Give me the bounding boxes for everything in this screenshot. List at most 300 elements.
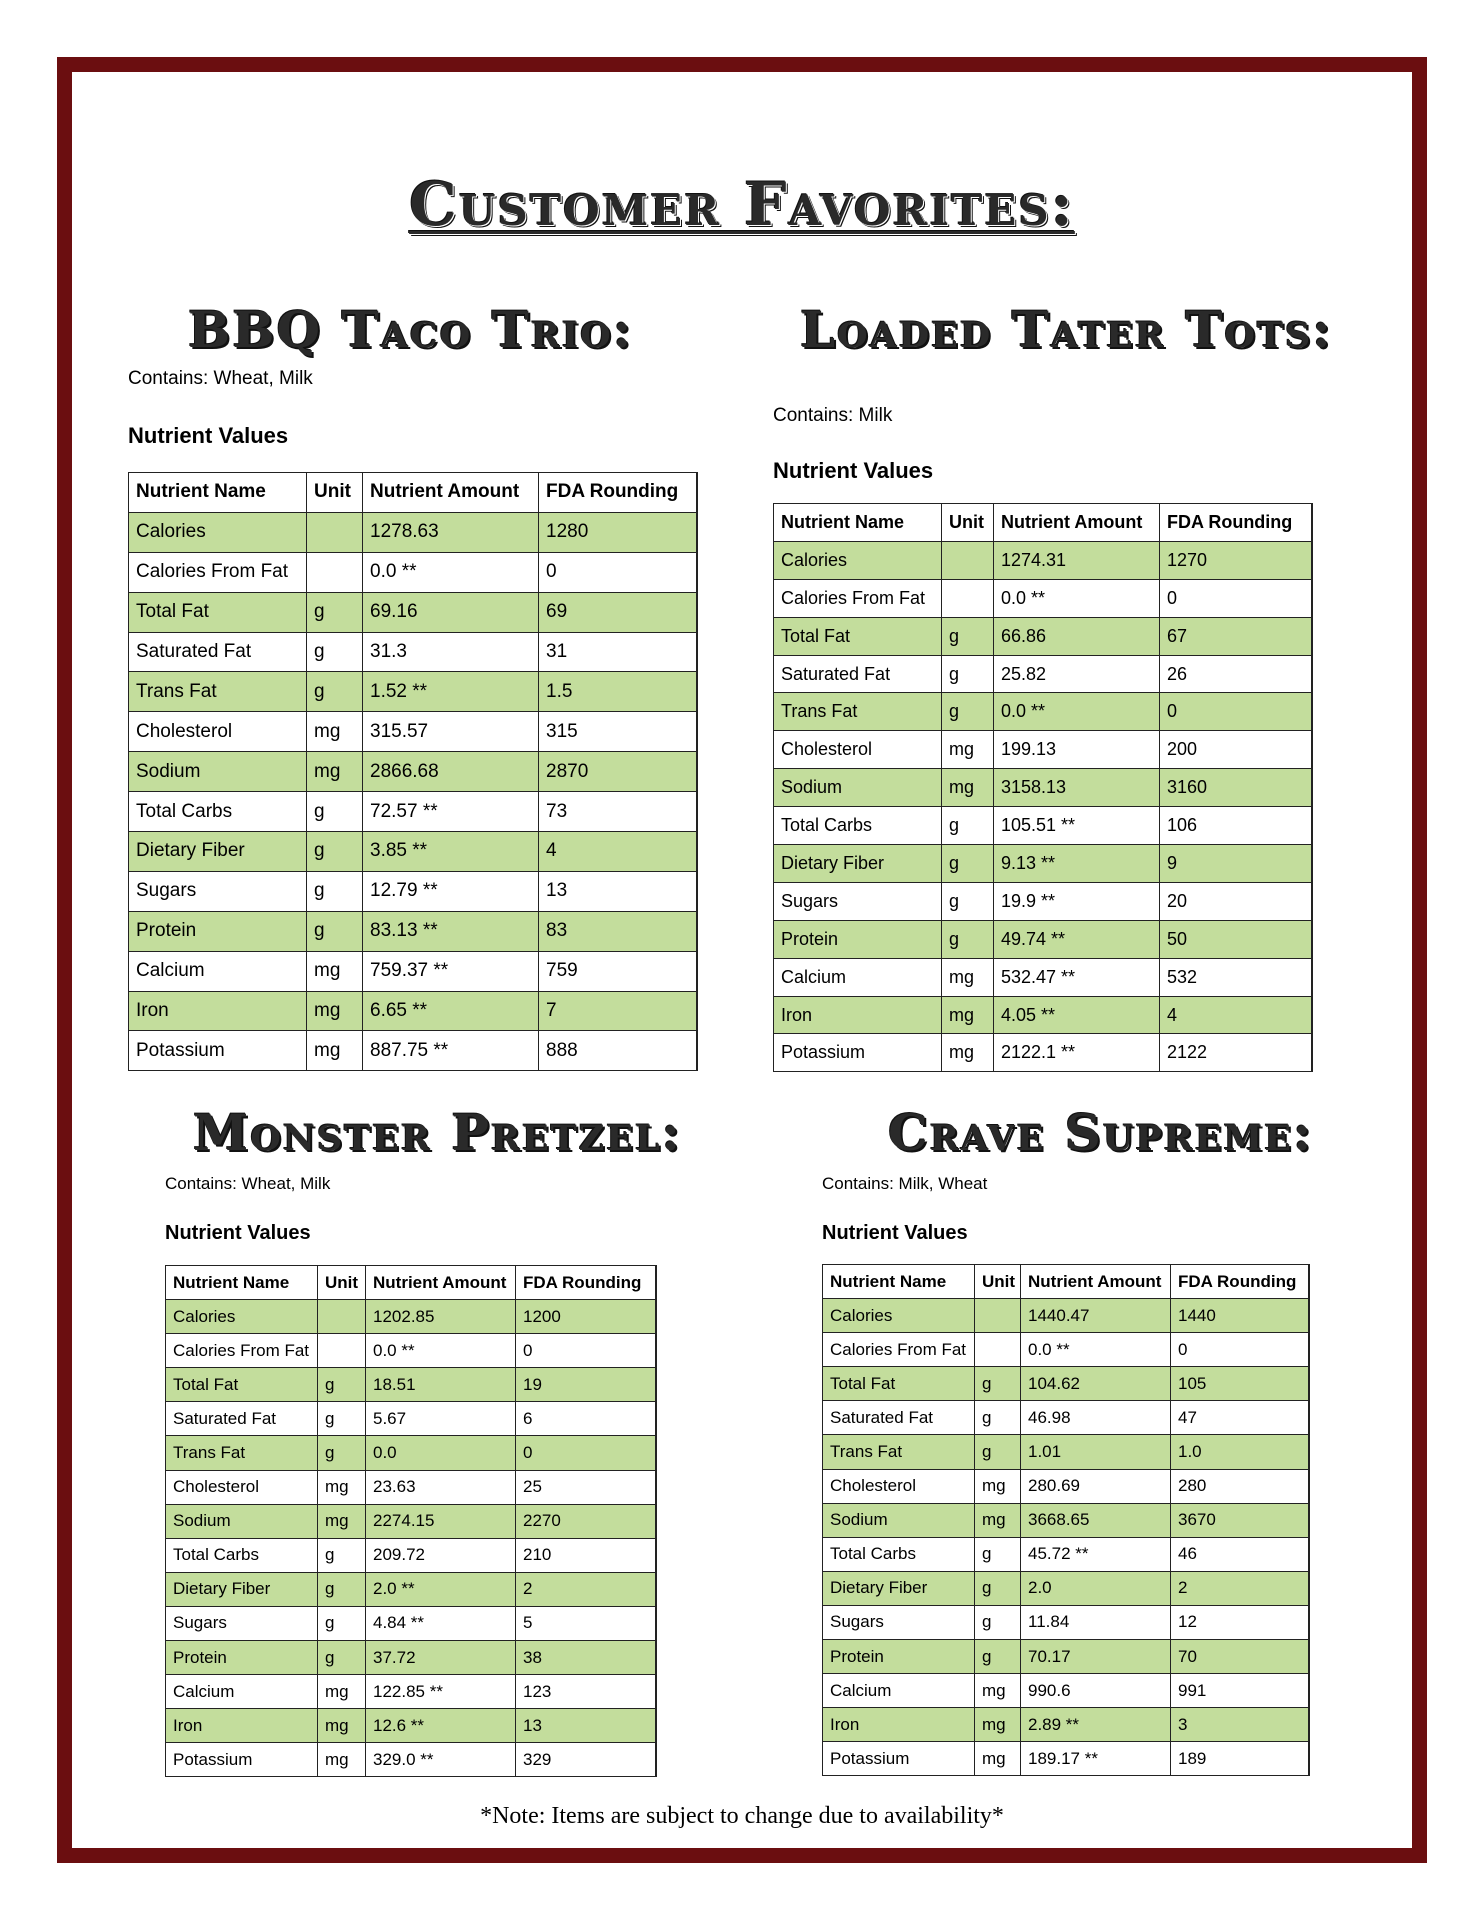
column-header: Nutrient Amount [363,473,539,513]
table-row [129,712,697,752]
unit-cell: mg [318,1709,366,1743]
nutrient-amount-cell: 329.0 ** [366,1743,516,1777]
table-row [129,792,697,832]
fda-rounding-cell: 2270 [516,1504,656,1538]
nutrient-amount-cell: 2274.15 [366,1504,516,1538]
nutrient-amount-cell: 104.62 [1021,1367,1171,1401]
fda-rounding-cell: 1.0 [1171,1435,1309,1469]
fda-rounding-cell: 4 [1160,996,1312,1034]
fda-rounding-cell: 1200 [516,1300,656,1334]
table-row [129,1031,697,1071]
fda-rounding-cell: 315 [539,712,697,752]
nutrient-name-cell: Protein [774,920,942,958]
table-row [823,1333,1309,1367]
table-row [129,832,697,872]
nutrient-name-cell: Protein [129,911,307,951]
fda-rounding-cell: 210 [516,1538,656,1572]
nutrient-name-cell: Sugars [823,1605,975,1639]
nutrient-amount-cell: 72.57 ** [363,792,539,832]
table-row [823,1367,1309,1401]
section-title-loaded-tater-tots: Loaded Tater Tots: [800,300,1333,359]
nutrient-name-cell: Saturated Fat [774,655,942,693]
nutrient-values-heading: Nutrient Values [128,423,289,448]
nutrient-amount-cell: 37.72 [366,1641,516,1675]
nutrient-name-cell: Potassium [166,1743,318,1777]
unit-cell: g [942,920,994,958]
column-header: Nutrient Name [129,473,307,513]
nutrient-name-cell: Sugars [166,1606,318,1640]
column-header: Nutrient Amount [994,504,1160,542]
nutrient-amount-cell: 4.05 ** [994,996,1160,1034]
unit-cell: g [307,871,363,911]
section-title-bbq-taco-trio: BBQ Taco Trio: [188,300,634,359]
table-row [129,512,697,552]
nutrient-name-cell: Trans Fat [166,1436,318,1470]
nutrient-name-cell: Sodium [129,752,307,792]
unit-cell: mg [307,951,363,991]
section-title-crave-supreme: Crave Supreme: [888,1103,1314,1162]
nutrient-amount-cell: 0.0 ** [994,579,1160,617]
unit-cell [307,552,363,592]
fda-rounding-cell: 25 [516,1470,656,1504]
nutrient-amount-cell: 0.0 ** [994,693,1160,731]
nutrient-amount-cell: 23.63 [366,1470,516,1504]
nutrient-name-cell: Calcium [774,958,942,996]
table-row [129,991,697,1031]
nutrient-table-monster-pretzel [165,1265,657,1777]
nutrient-name-cell: Total Carbs [823,1537,975,1571]
unit-cell: g [307,911,363,951]
nutrient-amount-cell: 0.0 ** [1021,1333,1171,1367]
fda-rounding-cell: 38 [516,1641,656,1675]
column-header: Unit [942,504,994,542]
table-row [166,1402,656,1436]
nutrient-amount-cell: 122.85 ** [366,1675,516,1709]
column-header: Nutrient Name [823,1265,975,1299]
fda-rounding-cell: 9 [1160,845,1312,883]
fda-rounding-cell: 13 [516,1709,656,1743]
nutrient-table-bbq-taco-trio [128,472,698,1071]
nutrient-amount-cell: 759.37 ** [363,951,539,991]
fda-rounding-cell: 123 [516,1675,656,1709]
nutrient-name-cell: Calories [823,1299,975,1333]
nutrient-values-heading: Nutrient Values [165,1222,311,1244]
table-header-row [166,1266,656,1300]
nutrient-name-cell: Potassium [129,1031,307,1071]
nutrient-name-cell: Sodium [774,769,942,807]
nutrient-name-cell: Protein [166,1641,318,1675]
table-row [774,996,1312,1034]
unit-cell: g [307,632,363,672]
nutrient-name-cell: Total Carbs [129,792,307,832]
nutrient-name-cell: Saturated Fat [129,632,307,672]
unit-cell: g [942,693,994,731]
table-row [823,1605,1309,1639]
nutrient-amount-cell: 1440.47 [1021,1299,1171,1333]
unit-cell: mg [318,1470,366,1504]
nutrient-name-cell: Iron [129,991,307,1031]
nutrient-amount-cell: 315.57 [363,712,539,752]
nutrient-name-cell: Sugars [774,882,942,920]
fda-rounding-cell: 3160 [1160,769,1312,807]
nutrient-values-heading: Nutrient Values [822,1222,968,1244]
nutrient-amount-cell: 49.74 ** [994,920,1160,958]
nutrient-name-cell: Sodium [823,1503,975,1537]
nutrient-amount-cell: 19.9 ** [994,882,1160,920]
unit-cell: mg [318,1743,366,1777]
unit-cell [942,579,994,617]
nutrient-name-cell: Trans Fat [774,693,942,731]
availability-note: *Note: Items are subject to change due to availability* [480,1803,1004,1829]
nutrient-name-cell: Calcium [166,1675,318,1709]
nutrient-amount-cell: 1274.31 [994,541,1160,579]
nutrient-amount-cell: 4.84 ** [366,1606,516,1640]
table-row [129,672,697,712]
nutrient-amount-cell: 1278.63 [363,512,539,552]
nutrient-name-cell: Calories From Fat [129,552,307,592]
fda-rounding-cell: 1.5 [539,672,697,712]
fda-rounding-cell: 2122 [1160,1034,1312,1072]
unit-cell: g [942,845,994,883]
fda-rounding-cell: 1280 [539,512,697,552]
unit-cell: mg [975,1469,1021,1503]
fda-rounding-cell: 1440 [1171,1299,1309,1333]
column-header: Unit [307,473,363,513]
fda-rounding-cell: 2 [516,1572,656,1606]
table-row [166,1641,656,1675]
nutrient-name-cell: Iron [774,996,942,1034]
nutrient-amount-cell: 2866.68 [363,752,539,792]
column-header: FDA Rounding [516,1266,656,1300]
nutrient-amount-cell: 887.75 ** [363,1031,539,1071]
fda-rounding-cell: 0 [1160,579,1312,617]
table-row [774,655,1312,693]
nutrient-amount-cell: 532.47 ** [994,958,1160,996]
fda-rounding-cell: 5 [516,1606,656,1640]
table-row [823,1640,1309,1674]
nutrient-amount-cell: 990.6 [1021,1674,1171,1708]
fda-rounding-cell: 0 [516,1334,656,1368]
fda-rounding-cell: 3670 [1171,1503,1309,1537]
fda-rounding-cell: 69 [539,592,697,632]
unit-cell [318,1300,366,1334]
nutrient-amount-cell: 3.85 ** [363,832,539,872]
table-row [774,920,1312,958]
fda-rounding-cell: 4 [539,832,697,872]
table-row [774,807,1312,845]
nutrient-name-cell: Potassium [774,1034,942,1072]
nutrient-table-crave-supreme [822,1264,1310,1776]
table-row [774,1034,1312,1072]
allergens-crave-supreme: Contains: Milk, Wheat [822,1174,988,1193]
fda-rounding-cell: 7 [539,991,697,1031]
nutrient-amount-cell: 1202.85 [366,1300,516,1334]
nutrient-amount-cell: 2.89 ** [1021,1708,1171,1742]
fda-rounding-cell: 50 [1160,920,1312,958]
table-row [166,1436,656,1470]
nutrient-name-cell: Cholesterol [129,712,307,752]
unit-cell: g [942,655,994,693]
fda-rounding-cell: 46 [1171,1537,1309,1571]
unit-cell: mg [307,752,363,792]
table-row [129,592,697,632]
nutrient-name-cell: Dietary Fiber [166,1572,318,1606]
nutrient-name-cell: Cholesterol [823,1469,975,1503]
nutrient-amount-cell: 2.0 [1021,1571,1171,1605]
nutrient-name-cell: Dietary Fiber [774,845,942,883]
unit-cell: mg [942,731,994,769]
nutrient-name-cell: Trans Fat [823,1435,975,1469]
fda-rounding-cell: 0 [1171,1333,1309,1367]
nutrient-amount-cell: 280.69 [1021,1469,1171,1503]
fda-rounding-cell: 329 [516,1743,656,1777]
unit-cell: g [975,1367,1021,1401]
table-row [823,1537,1309,1571]
nutrient-name-cell: Potassium [823,1742,975,1776]
unit-cell: g [318,1368,366,1402]
table-row [166,1709,656,1743]
unit-cell: g [942,617,994,655]
table-row [166,1470,656,1504]
fda-rounding-cell: 83 [539,911,697,951]
page-title: Customer Favorites: [409,170,1075,240]
nutrient-name-cell: Saturated Fat [166,1402,318,1436]
nutrient-amount-cell: 70.17 [1021,1640,1171,1674]
nutrient-values-heading: Nutrient Values [773,458,934,483]
table-row [129,951,697,991]
nutrient-name-cell: Cholesterol [774,731,942,769]
column-header: FDA Rounding [539,473,697,513]
table-row [166,1675,656,1709]
nutrient-name-cell: Calories [129,512,307,552]
fda-rounding-cell: 20 [1160,882,1312,920]
nutrient-name-cell: Total Fat [166,1368,318,1402]
nutrient-name-cell: Iron [823,1708,975,1742]
unit-cell [975,1333,1021,1367]
unit-cell: g [318,1538,366,1572]
table-row [823,1708,1309,1742]
fda-rounding-cell: 19 [516,1368,656,1402]
unit-cell: mg [975,1742,1021,1776]
nutrient-amount-cell: 209.72 [366,1538,516,1572]
nutrient-amount-cell: 5.67 [366,1402,516,1436]
nutrient-amount-cell: 9.13 ** [994,845,1160,883]
table-row [774,541,1312,579]
unit-cell: g [318,1641,366,1675]
unit-cell [942,541,994,579]
nutrient-name-cell: Dietary Fiber [129,832,307,872]
unit-cell: g [307,792,363,832]
unit-cell: mg [975,1503,1021,1537]
nutrient-name-cell: Total Fat [129,592,307,632]
unit-cell: g [307,592,363,632]
table-row [129,911,697,951]
nutrient-name-cell: Calories From Fat [823,1333,975,1367]
nutrient-name-cell: Calcium [823,1674,975,1708]
fda-rounding-cell: 189 [1171,1742,1309,1776]
fda-rounding-cell: 200 [1160,731,1312,769]
unit-cell: mg [318,1675,366,1709]
table-row [166,1538,656,1572]
table-row [823,1674,1309,1708]
unit-cell: g [318,1436,366,1470]
table-row [166,1300,656,1334]
column-header: Nutrient Amount [1021,1265,1171,1299]
fda-rounding-cell: 26 [1160,655,1312,693]
unit-cell: g [975,1537,1021,1571]
nutrient-table-loaded-tater-tots [773,503,1313,1072]
column-header: Nutrient Name [166,1266,318,1300]
table-header-row [823,1265,1309,1299]
nutrient-amount-cell: 12.6 ** [366,1709,516,1743]
nutrient-name-cell: Calcium [129,951,307,991]
table-row [129,552,697,592]
unit-cell [975,1299,1021,1333]
unit-cell: mg [975,1674,1021,1708]
unit-cell: mg [307,991,363,1031]
unit-cell [318,1334,366,1368]
fda-rounding-cell: 67 [1160,617,1312,655]
unit-cell: g [318,1572,366,1606]
unit-cell: g [975,1605,1021,1639]
fda-rounding-cell: 105 [1171,1367,1309,1401]
allergens-monster-pretzel: Contains: Wheat, Milk [165,1174,331,1193]
nutrient-name-cell: Calories [166,1300,318,1334]
fda-rounding-cell: 47 [1171,1401,1309,1435]
table-row [823,1435,1309,1469]
table-row [774,845,1312,883]
table-row [774,882,1312,920]
unit-cell: g [307,832,363,872]
table-row [823,1401,1309,1435]
table-row [823,1742,1309,1776]
nutrient-amount-cell: 6.65 ** [363,991,539,1031]
fda-rounding-cell: 13 [539,871,697,911]
nutrient-amount-cell: 1.52 ** [363,672,539,712]
unit-cell: mg [942,769,994,807]
column-header: Nutrient Name [774,504,942,542]
fda-rounding-cell: 70 [1171,1640,1309,1674]
table-row [166,1606,656,1640]
nutrient-name-cell: Calories From Fat [166,1334,318,1368]
nutrient-amount-cell: 12.79 ** [363,871,539,911]
fda-rounding-cell: 991 [1171,1674,1309,1708]
nutrient-name-cell: Sugars [129,871,307,911]
nutrient-name-cell: Total Fat [823,1367,975,1401]
unit-cell: mg [942,958,994,996]
unit-cell: mg [307,1031,363,1071]
table-row [774,693,1312,731]
unit-cell: g [942,807,994,845]
table-row [129,632,697,672]
fda-rounding-cell: 6 [516,1402,656,1436]
fda-rounding-cell: 0 [1160,693,1312,731]
column-header: Nutrient Amount [366,1266,516,1300]
fda-rounding-cell: 759 [539,951,697,991]
nutrient-name-cell: Total Carbs [774,807,942,845]
table-row [166,1504,656,1538]
fda-rounding-cell: 532 [1160,958,1312,996]
nutrient-amount-cell: 0.0 [366,1436,516,1470]
nutrient-amount-cell: 31.3 [363,632,539,672]
nutrient-amount-cell: 66.86 [994,617,1160,655]
nutrient-amount-cell: 69.16 [363,592,539,632]
table-header-row [129,473,697,513]
nutrient-amount-cell: 0.0 ** [366,1334,516,1368]
unit-cell: g [975,1401,1021,1435]
nutrient-amount-cell: 3158.13 [994,769,1160,807]
unit-cell: g [975,1640,1021,1674]
table-row [823,1299,1309,1333]
allergens-bbq-taco-trio: Contains: Wheat, Milk [128,368,313,389]
fda-rounding-cell: 2 [1171,1571,1309,1605]
nutrient-amount-cell: 105.51 ** [994,807,1160,845]
fda-rounding-cell: 888 [539,1031,697,1071]
nutrient-name-cell: Protein [823,1640,975,1674]
section-title-monster-pretzel: Monster Pretzel: [193,1103,683,1162]
table-row [823,1571,1309,1605]
unit-cell: g [318,1402,366,1436]
table-row [774,579,1312,617]
fda-rounding-cell: 3 [1171,1708,1309,1742]
nutrient-amount-cell: 3668.65 [1021,1503,1171,1537]
unit-cell: g [975,1435,1021,1469]
fda-rounding-cell: 106 [1160,807,1312,845]
column-header: Unit [318,1266,366,1300]
nutrient-name-cell: Saturated Fat [823,1401,975,1435]
table-header-row [774,504,1312,542]
nutrient-amount-cell: 189.17 ** [1021,1742,1171,1776]
nutrient-amount-cell: 1.01 [1021,1435,1171,1469]
nutrient-name-cell: Calories From Fat [774,579,942,617]
nutrient-amount-cell: 0.0 ** [363,552,539,592]
table-row [774,617,1312,655]
fda-rounding-cell: 73 [539,792,697,832]
nutrient-name-cell: Total Carbs [166,1538,318,1572]
nutrient-name-cell: Total Fat [774,617,942,655]
nutrient-amount-cell: 2122.1 ** [994,1034,1160,1072]
fda-rounding-cell: 280 [1171,1469,1309,1503]
nutrient-name-cell: Trans Fat [129,672,307,712]
nutrient-name-cell: Calories [774,541,942,579]
table-row [166,1572,656,1606]
fda-rounding-cell: 0 [516,1436,656,1470]
unit-cell: mg [942,996,994,1034]
table-row [166,1743,656,1777]
fda-rounding-cell: 31 [539,632,697,672]
column-header: Unit [975,1265,1021,1299]
nutrient-name-cell: Cholesterol [166,1470,318,1504]
table-row [774,731,1312,769]
nutrient-amount-cell: 45.72 ** [1021,1537,1171,1571]
unit-cell: mg [307,712,363,752]
unit-cell: mg [318,1504,366,1538]
unit-cell: g [975,1571,1021,1605]
fda-rounding-cell: 1270 [1160,541,1312,579]
unit-cell: mg [942,1034,994,1072]
table-row [774,769,1312,807]
unit-cell [307,512,363,552]
nutrient-name-cell: Dietary Fiber [823,1571,975,1605]
unit-cell: g [318,1606,366,1640]
allergens-loaded-tater-tots: Contains: Milk [773,405,893,426]
table-row [823,1503,1309,1537]
fda-rounding-cell: 0 [539,552,697,592]
table-row [129,752,697,792]
nutrient-amount-cell: 18.51 [366,1368,516,1402]
table-row [823,1469,1309,1503]
table-row [774,958,1312,996]
